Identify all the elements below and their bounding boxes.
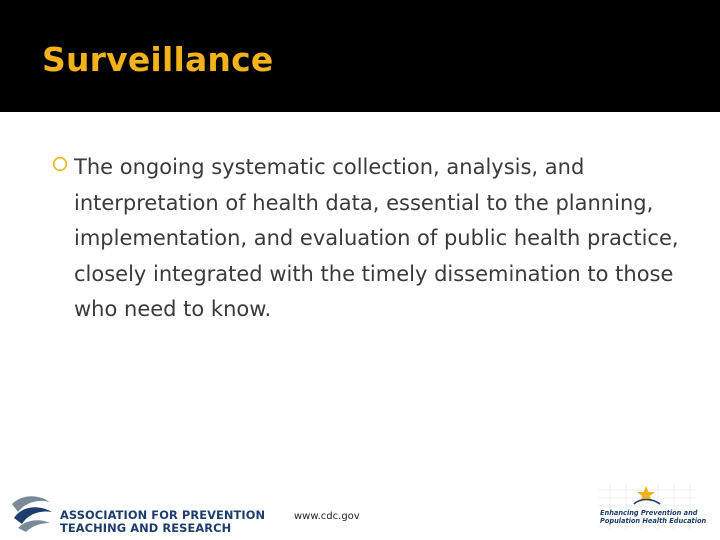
wave-swirl-icon bbox=[8, 490, 56, 534]
logo-text-line2: TEACHING AND RESEARCH bbox=[60, 521, 232, 535]
right-logo-line1: Enhancing Prevention and bbox=[600, 509, 698, 517]
slide-title: Surveillance bbox=[42, 40, 274, 79]
logo-text-line1: ASSOCIATION FOR PREVENTION bbox=[60, 508, 266, 522]
bullet-text: The ongoing systematic collection, analysis, and interpretation of health data, essential to the planning, implementation, and evaluation of public health practice, closely integrated with the timely dissemination to those who need to know. bbox=[74, 155, 679, 321]
footer-url: www.cdc.gov bbox=[294, 511, 360, 522]
prevention-education-logo bbox=[598, 484, 707, 532]
right-logo-line2: Population Health Education bbox=[600, 517, 707, 525]
hollow-circle-bullet-icon bbox=[52, 156, 68, 172]
aptr-logo bbox=[8, 490, 266, 535]
